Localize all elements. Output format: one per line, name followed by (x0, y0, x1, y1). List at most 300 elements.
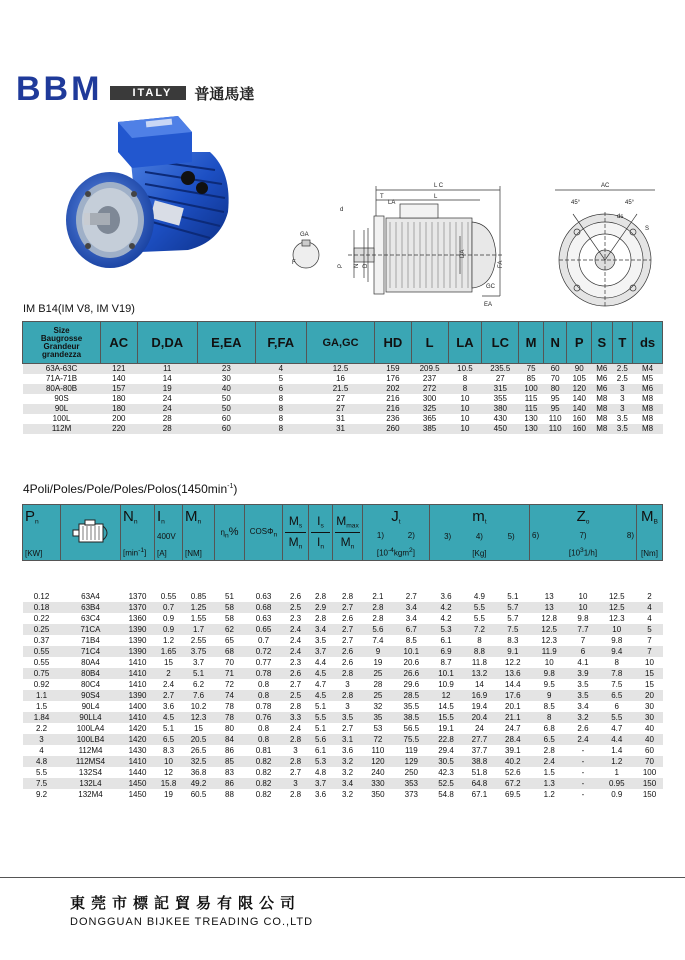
svg-text:GA: GA (300, 232, 309, 238)
table-cell: 8 (448, 384, 482, 394)
table-cell: M8 (592, 394, 613, 404)
table-cell: 80 (543, 384, 567, 394)
table-cell: 160 (567, 414, 592, 424)
table-row (23, 613, 663, 624)
footer-company-en: DONGGUAN BIJKEE TREADING CO.,LTD (70, 916, 314, 928)
table-cell: 1390 (121, 624, 155, 635)
table-cell: 180 (101, 394, 137, 404)
table-cell: - (569, 756, 597, 767)
table-cell: 10 (448, 424, 482, 434)
table-cell: 176 (375, 374, 411, 384)
table-cell: 1410 (121, 657, 155, 668)
table-cell: 4 (23, 745, 61, 756)
table-cell: 5.5 (463, 613, 496, 624)
table-cell: 27 (482, 374, 519, 384)
table-row (23, 364, 663, 375)
table-cell: 10 (637, 657, 663, 668)
table-cell: 83 (215, 767, 245, 778)
table-cell: 325 (411, 404, 448, 414)
table-row (23, 635, 663, 646)
svg-text:EA: EA (484, 302, 493, 308)
table-cell: 10 (448, 394, 482, 404)
table-cell: 4.9 (463, 591, 496, 602)
table-cell: 28 (137, 414, 197, 424)
eta-sub: n (224, 532, 229, 540)
table-cell: 36.8 (183, 767, 215, 778)
table-cell: 120 (567, 384, 592, 394)
footer-divider (0, 877, 685, 878)
table-cell: M5 (633, 374, 663, 384)
size-header-line-3: Grandeur (43, 341, 80, 351)
performance-table (22, 504, 663, 800)
svg-text:45°: 45° (571, 200, 581, 206)
table-cell: 6 (597, 701, 636, 712)
pn-sub: n (35, 518, 39, 526)
table-cell: 2.8 (363, 613, 394, 624)
table-cell: 25 (363, 668, 394, 679)
in-sub: n (161, 518, 165, 526)
table-cell: 1390 (121, 690, 155, 701)
table-cell: 21.1 (496, 712, 529, 723)
table-cell: 150 (637, 789, 663, 800)
table-cell: 7.5 (597, 679, 636, 690)
table-cell: 71C4 (61, 646, 121, 657)
table-cell: 1370 (121, 602, 155, 613)
table-cell: 54.8 (429, 789, 462, 800)
table-cell: 3.5 (309, 635, 333, 646)
table-cell: M8 (592, 414, 613, 424)
table-cell: 430 (482, 414, 519, 424)
table-cell: 27.7 (463, 734, 496, 745)
table-cell: 70 (215, 657, 245, 668)
table-cell: 1450 (121, 789, 155, 800)
table-cell: 0.82 (245, 789, 283, 800)
zo-unit: [10 (568, 548, 581, 558)
table-cell: 4 (637, 613, 663, 624)
table-cell: 12.5 (306, 364, 374, 375)
zo-unit-end: 1/h] (583, 548, 598, 558)
table-cell: 20 (637, 690, 663, 701)
table-cell: 3.3 (283, 712, 309, 723)
table-cell: 28 (137, 424, 197, 434)
table-cell: 112M4 (61, 745, 121, 756)
table-cell: 6.7 (393, 624, 429, 635)
table-cell: 2.8 (333, 591, 363, 602)
table-cell: 70 (543, 374, 567, 384)
table-cell: 350 (363, 789, 394, 800)
table-cell: 0.68 (245, 602, 283, 613)
brand-logo: BBM (16, 70, 103, 108)
table-row (23, 657, 663, 668)
col-header-hd: HD (375, 322, 411, 364)
jt-unit-sup2: 2 (409, 546, 413, 554)
table-cell: 3.1 (333, 734, 363, 745)
table-cell: 5.1 (496, 591, 529, 602)
table-cell: 23 (197, 364, 255, 375)
table-cell: 250 (393, 767, 429, 778)
table-cell: 50 (197, 394, 255, 404)
col-header-f-fa: F,FA (255, 322, 306, 364)
table-cell: 40 (197, 384, 255, 394)
table-cell: 1.25 (183, 602, 215, 613)
table-cell: 1360 (121, 613, 155, 624)
zo-unit-sup: 3 (580, 546, 584, 554)
table-cell: 0.7 (245, 635, 283, 646)
table-cell: 14.4 (496, 679, 529, 690)
nn-unit-end: ] (144, 548, 147, 558)
table-cell: 80B4 (61, 668, 121, 679)
table-cell: 2.8 (333, 690, 363, 701)
table-row (23, 624, 663, 635)
ms-bot-sub: n (298, 543, 303, 551)
motor-icon (69, 518, 113, 546)
table-cell: 2.8 (283, 701, 309, 712)
table-cell: 0.65 (245, 624, 283, 635)
table-cell: 1.5 (23, 701, 61, 712)
table-cell: 8.3 (496, 635, 529, 646)
table-cell: 3 (333, 679, 363, 690)
pn-unit: [KW] (25, 548, 43, 558)
table-cell: 13 (530, 591, 569, 602)
table-cell: 11 (137, 364, 197, 375)
table-cell: 8 (255, 394, 306, 404)
table-cell: 5.1 (183, 668, 215, 679)
table-cell: 12.5 (530, 624, 569, 635)
table-cell: 450 (482, 424, 519, 434)
table-cell: 80 (215, 723, 245, 734)
table-cell: 78 (215, 712, 245, 723)
table-cell: 0.22 (23, 613, 61, 624)
table-cell: 9 (530, 690, 569, 701)
table-cell: 5.5 (23, 767, 61, 778)
table-cell: 3.6 (429, 591, 462, 602)
table-cell: 13.6 (496, 668, 529, 679)
table-cell: 315 (482, 384, 519, 394)
svg-text:S: S (645, 226, 650, 232)
table-cell: 100 (519, 384, 544, 394)
table-cell: 2 (637, 591, 663, 602)
jt-note-2: 2) (407, 531, 415, 541)
table-cell: 216 (375, 394, 411, 404)
col-header-t: T (612, 322, 633, 364)
table-row (23, 690, 663, 701)
table-cell: 35 (363, 712, 394, 723)
table-cell: 5.3 (309, 756, 333, 767)
table-cell: 6.1 (429, 635, 462, 646)
table-cell: 130 (519, 424, 544, 434)
table-cell: 12.8 (530, 613, 569, 624)
table-cell: 40 (637, 723, 663, 734)
table-cell: 6 (255, 384, 306, 394)
footer-company-cn: 東莞市標記貿易有限公司 (70, 894, 302, 912)
table-row (23, 767, 663, 778)
table-cell: 1440 (121, 767, 155, 778)
table-cell: 9.8 (569, 613, 597, 624)
table-cell: 1.2 (155, 635, 183, 646)
table-cell: 115 (519, 404, 544, 414)
table-cell: 9 (363, 646, 394, 657)
table-cell: 1410 (121, 756, 155, 767)
header-mb (637, 505, 663, 561)
table-row (23, 712, 663, 723)
table-row (23, 374, 663, 384)
table-cell: 2.6 (333, 646, 363, 657)
table-cell: M6 (592, 364, 613, 375)
table-cell: 105 (567, 374, 592, 384)
table-cell: 11.8 (463, 657, 496, 668)
table-cell: 4.2 (429, 602, 462, 613)
table-cell: 67.1 (463, 789, 496, 800)
table-cell: 8 (255, 404, 306, 414)
table-cell: 28.5 (393, 690, 429, 701)
table-cell: 115 (519, 394, 544, 404)
table-cell: 39.1 (496, 745, 529, 756)
table-cell: 22.8 (429, 734, 462, 745)
dimension-table-body (23, 364, 663, 435)
table-cell: 121 (101, 364, 137, 375)
table-cell: 6 (569, 646, 597, 657)
header-ms (283, 505, 309, 561)
table-cell: 2.6 (569, 723, 597, 734)
table-cell: 4.8 (309, 767, 333, 778)
table-cell: 5.6 (363, 624, 394, 635)
table-cell: 159 (375, 364, 411, 375)
table-cell: 2.2 (23, 723, 61, 734)
table-cell: 2.5 (612, 374, 633, 384)
svg-text:P: P (338, 263, 344, 268)
table-cell: 63A-63C (23, 364, 101, 375)
table-cell: 30 (637, 701, 663, 712)
table-cell: 3.5 (612, 414, 633, 424)
svg-text:LA: LA (388, 200, 396, 206)
table-cell: 100 (637, 767, 663, 778)
table-cell: 12.3 (530, 635, 569, 646)
table-cell: 86 (215, 778, 245, 789)
dimension-drawing-side (288, 178, 520, 310)
table-cell: 100LA4 (61, 723, 121, 734)
table-cell: 62 (215, 624, 245, 635)
table-cell: 19.1 (429, 723, 462, 734)
table-cell: 157 (101, 384, 137, 394)
eta-pct: % (228, 525, 239, 538)
header-motor-icon (61, 505, 121, 561)
table-cell: 53 (363, 723, 394, 734)
table-cell: 5.1 (309, 723, 333, 734)
table-cell: - (569, 767, 597, 778)
table-cell: 1410 (121, 668, 155, 679)
table-cell: 5.7 (496, 602, 529, 613)
svg-text:L C: L C (434, 183, 444, 189)
table-cell: 84 (215, 734, 245, 745)
table-cell: 3.7 (309, 778, 333, 789)
table-cell: 120 (363, 756, 394, 767)
table-cell: 1430 (121, 745, 155, 756)
table-cell: 26.5 (183, 745, 215, 756)
table-cell: 0.37 (23, 635, 61, 646)
table-cell: 5 (637, 624, 663, 635)
table-cell: 12.2 (496, 657, 529, 668)
table-cell: 0.18 (23, 602, 61, 613)
table-cell: 4.8 (23, 756, 61, 767)
table-cell: 236 (375, 414, 411, 424)
table-cell: 355 (482, 394, 519, 404)
table-cell: 4.5 (155, 712, 183, 723)
svg-text:N: N (354, 263, 360, 268)
table-cell: 10 (569, 602, 597, 613)
table-cell: 3.75 (183, 646, 215, 657)
table-cell: 6.1 (309, 745, 333, 756)
table-cell: 70 (637, 756, 663, 767)
table-cell: 8 (448, 374, 482, 384)
table-row (23, 404, 663, 414)
table-cell: 3.7 (183, 657, 215, 668)
table-cell: 71B4 (61, 635, 121, 646)
mt-sub: t (484, 518, 487, 526)
table-cell: 85 (215, 756, 245, 767)
table-cell: 2.4 (283, 624, 309, 635)
svg-text:L: L (434, 194, 438, 200)
zo-sub: o (585, 518, 590, 526)
zo-note-6: 6) (532, 531, 540, 541)
header-zo (530, 505, 637, 561)
table-cell: 5.7 (496, 613, 529, 624)
table-cell: 10.5 (448, 364, 482, 375)
nn-sub: n (133, 518, 138, 526)
table-row (23, 778, 663, 789)
table-cell: 1.7 (183, 624, 215, 635)
table-cell: 24 (137, 394, 197, 404)
table-cell: 1.1 (23, 690, 61, 701)
table-cell: 10 (530, 657, 569, 668)
table-cell: 40 (637, 734, 663, 745)
col-header-n: N (543, 322, 567, 364)
mt-note-4: 4) (475, 532, 483, 542)
table-cell: M6 (592, 374, 613, 384)
table-cell: 63C4 (61, 613, 121, 624)
header-mn (183, 505, 215, 561)
table-cell: - (569, 789, 597, 800)
table-cell: 3 (612, 394, 633, 404)
table-cell: 3.5 (612, 424, 633, 434)
table-cell: 1.4 (597, 745, 636, 756)
col-header-ac: AC (101, 322, 137, 364)
table-cell: 63B4 (61, 602, 121, 613)
table-cell: 14 (463, 679, 496, 690)
table-cell: 20.4 (463, 712, 496, 723)
table-cell: 1.3 (530, 778, 569, 789)
table-cell: 132L4 (61, 778, 121, 789)
table-cell: 2.4 (283, 723, 309, 734)
table-cell: 0.8 (245, 734, 283, 745)
table-cell: 74 (215, 690, 245, 701)
nn-unit-sup: -1 (138, 546, 145, 554)
table-cell: 95 (543, 394, 567, 404)
table-cell: M8 (633, 424, 663, 434)
table-cell: 1410 (121, 679, 155, 690)
table-cell: 90 (567, 364, 592, 375)
table-cell: 9.5 (530, 679, 569, 690)
spacer-cell (23, 561, 663, 591)
mn-symbol: M (185, 507, 198, 525)
table-cell: 12.5 (597, 591, 636, 602)
mmax-top-symbol: M (336, 514, 347, 529)
table-cell: 4.7 (597, 723, 636, 734)
header-is (309, 505, 333, 561)
table-cell: M8 (633, 394, 663, 404)
table-cell: 112MS4 (61, 756, 121, 767)
table-cell: 60 (637, 745, 663, 756)
table-cell: 3.2 (333, 789, 363, 800)
table-row (23, 384, 663, 394)
table-cell: 4.4 (597, 734, 636, 745)
table-cell: 60.5 (183, 789, 215, 800)
table-cell: 8.5 (530, 701, 569, 712)
table-cell: 2.4 (283, 635, 309, 646)
table-cell: M6 (633, 384, 663, 394)
table-cell: 5 (255, 374, 306, 384)
jt-unit-sup: -4 (387, 546, 394, 554)
cos-sub: n (273, 531, 278, 539)
nn-unit: [min (123, 548, 139, 558)
table-cell: 11.9 (530, 646, 569, 657)
table-row (23, 756, 663, 767)
table-cell: 24.7 (496, 723, 529, 734)
table-cell: 71CA (61, 624, 121, 635)
table-cell: 9.2 (23, 789, 61, 800)
table-cell: 8.7 (429, 657, 462, 668)
table-cell: 3.2 (333, 767, 363, 778)
table-row (23, 668, 663, 679)
table-cell: 4.7 (309, 679, 333, 690)
table-cell: 38.5 (393, 712, 429, 723)
table-cell: 17.6 (496, 690, 529, 701)
col-header-d-da: D,DA (137, 322, 197, 364)
table-cell: 7.4 (363, 635, 394, 646)
table-cell: 19 (155, 789, 183, 800)
table-cell: 0.9 (155, 624, 183, 635)
mmax-top-sub: max (346, 523, 359, 530)
table-cell: - (569, 745, 597, 756)
mb-symbol: M (641, 507, 654, 525)
svg-text:AC: AC (601, 183, 610, 189)
table-cell: 1400 (121, 701, 155, 712)
jt-unit: [10 (376, 548, 388, 558)
size-header-line-2: Baugrosse (40, 333, 83, 343)
table-cell: 12 (429, 690, 462, 701)
table-cell: 272 (411, 384, 448, 394)
table-cell: 2.6 (283, 668, 309, 679)
svg-text:DA: DA (460, 249, 466, 258)
table-cell: 2.8 (283, 789, 309, 800)
table-cell: 40.2 (496, 756, 529, 767)
dimension-table-header (23, 322, 663, 364)
table-cell: 28.4 (496, 734, 529, 745)
table-cell: 0.82 (245, 778, 283, 789)
italy-label: ITALY (110, 86, 186, 100)
table-cell: 51 (215, 591, 245, 602)
performance-table-header (23, 505, 663, 561)
table-cell: 2.7 (333, 723, 363, 734)
table-cell: 0.82 (245, 767, 283, 778)
table-cell: 8.8 (463, 646, 496, 657)
table-cell: 28 (363, 679, 394, 690)
table-cell: 3.5 (569, 690, 597, 701)
table-cell: 6.5 (530, 734, 569, 745)
table-cell: 24 (463, 723, 496, 734)
table-cell: 21.5 (306, 384, 374, 394)
table-cell: 2.7 (333, 635, 363, 646)
table-cell: 80A4 (61, 657, 121, 668)
